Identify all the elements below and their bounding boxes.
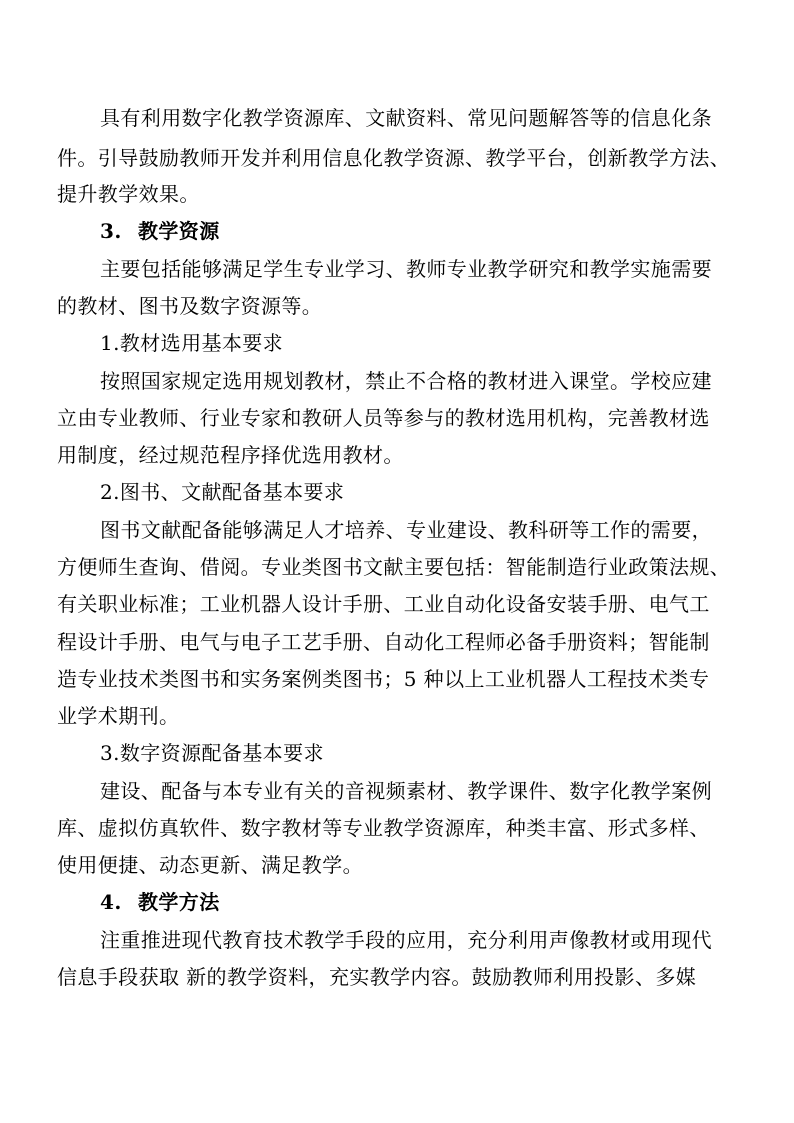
subheading: 1.教材选用基本要求 xyxy=(100,331,284,355)
subheading: 2.图书、文献配备基本要求 xyxy=(100,480,345,504)
paragraph-line: 具有利用数字化教学资源库、文献资料、常见问题解答等的信息化条 xyxy=(100,106,712,130)
paragraph-line: 件。引导鼓励教师开发并利用信息化教学资源、教学平台，创新教学方法、 xyxy=(57,146,731,170)
subheading: 3.数字资源配备基本要求 xyxy=(100,741,324,765)
section-heading-4 xyxy=(100,890,794,914)
paragraph-line: 信息手段获取 新的教学资料，充实教学内容。鼓励教师利用投影、多媒 xyxy=(57,965,697,989)
paragraph-line: 图书文献配备能够满足人才培养、专业建设、教科研等工作的需要， xyxy=(100,518,712,542)
paragraph-line: 库、虚拟仿真软件、数字教材等专业教学资源库，种类丰富、形式多样、 xyxy=(57,816,710,840)
paragraph-line: 业学术期刊。 xyxy=(57,704,180,728)
paragraph-line: 造专业技术类图书和实务案例类图书；5 种以上工业机器人工程技术类专 xyxy=(57,667,710,691)
paragraph-line: 按照国家规定选用规划教材，禁止不合格的教材进入课堂。学校应建 xyxy=(100,369,712,393)
heading-title: 教学方法 xyxy=(138,890,220,914)
paragraph-line: 有关职业标准；工业机器人设计手册、工业自动化设备安装手册、电气工 xyxy=(57,592,710,616)
section-heading-3 xyxy=(100,219,794,243)
paragraph-line: 方便师生查询、借阅。专业类图书文献主要包括：智能制造行业政策法规、 xyxy=(57,555,731,579)
paragraph-line: 注重推进现代教育技术教学手段的应用，充分利用声像教材或用现代 xyxy=(100,928,712,952)
paragraph-line: 用制度，经过规范程序择优选用教材。 xyxy=(57,443,404,467)
paragraph-line: 使用便捷、动态更新、满足教学。 xyxy=(57,853,363,877)
heading-title: 教学资源 xyxy=(138,219,220,243)
heading-number: 4. xyxy=(100,890,122,914)
paragraph-line: 程设计手册、电气与电子工艺手册、自动化工程师必备手册资料；智能制 xyxy=(57,630,710,654)
paragraph-line: 建设、配备与本专业有关的音视频素材、教学课件、数字化教学案例 xyxy=(100,779,712,803)
paragraph-line: 的教材、图书及数字资源等。 xyxy=(57,294,323,318)
paragraph-line: 主要包括能够满足学生专业学习、教师专业教学研究和教学实施需要 xyxy=(100,257,712,281)
paragraph-line: 提升教学效果。 xyxy=(57,182,200,206)
heading-number: 3. xyxy=(100,219,122,243)
paragraph-line: 立由专业教师、行业专家和教研人员等参与的教材选用机构，完善教材选 xyxy=(57,406,710,430)
